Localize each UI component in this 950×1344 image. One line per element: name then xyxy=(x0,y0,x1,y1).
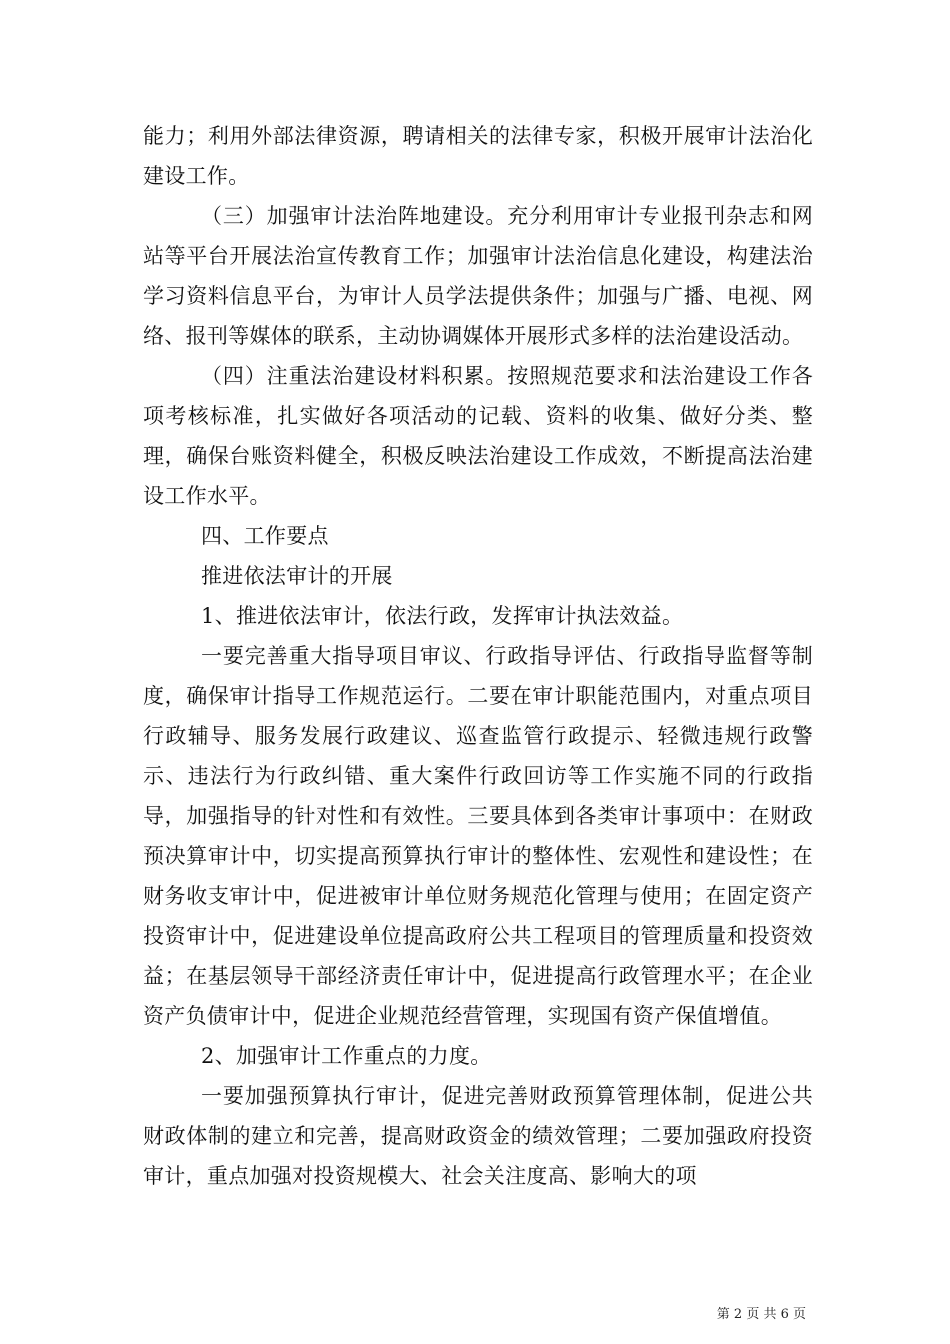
item-two-body: 一要加强预算执行审计，促进完善财政预算管理体制，促进公共财政体制的建立和完善，提高财政资金的绩效管理；二要加强政府投资审计，重点加强对投资规模大、社会关注度高、影响大的项 xyxy=(143,1084,813,1188)
paragraph-section-three: （三）加强审计法治阵地建设。充分利用审计专业报刊杂志和网站等平台开展法治宣传教育工作；加强审计法治信息化建设，构建法治学习资料信息平台，为审计人员学法提供条件；加强与广播、电视、网络、报刊等媒体的联系，主动协调媒体开展形式多样的法治建设活动。 xyxy=(143,204,813,348)
paragraph-section-four: （四）注重法治建设材料积累。按照规范要求和法治建设工作各项考核标准，扎实做好各项活动的记载、资料的收集、做好分类、整理，确保台账资料健全，积极反映法治建设工作成效，不断提高法治建设工作水平。 xyxy=(143,364,813,508)
paragraph-continuation: 能力；利用外部法律资源，聘请相关的法律专家，积极开展审计法治化建设工作。 xyxy=(143,124,813,188)
item-one-heading: 1、推进依法审计，依法行政，发挥审计执法效益。 xyxy=(201,604,684,628)
page-number-footer: 第 2 页 共 6 页 xyxy=(716,1307,806,1322)
heading-work-points: 四、工作要点 xyxy=(201,524,329,548)
item-one-body: 一要完善重大指导项目审议、行政指导评估、行政指导监督等制度，确保审计指导工作规范运行。二要在审计职能范围内，对重点项目行政辅导、服务发展行政建议、巡查监管行政提示、轻微违规行政警示、违法行为行政纠错、重大案件行政回访等工作实施不同的行政指导，加强指导的针对性和有效性。三要具体到各类审计事项中：在财政预决算审计中，切实提高预算执行审计的整体性、宏观性和建设性；在财务收支审计中，促进被审计单位财务规范化管理与使用；在固定资产投资审计中，促进建设单位提高政府公共工程项目的管理质量和投资效益；在基层领导干部经济责任审计中，促进提高行政管理水平；在企业资产负债审计中，促进企业规范经营管理，实现国有资产保值增值。 xyxy=(143,644,813,1028)
subheading-lawful-audit: 推进依法审计的开展 xyxy=(201,564,393,588)
document-body xyxy=(143,116,813,1196)
item-two-heading: 2、加强审计工作重点的力度。 xyxy=(201,1044,492,1068)
